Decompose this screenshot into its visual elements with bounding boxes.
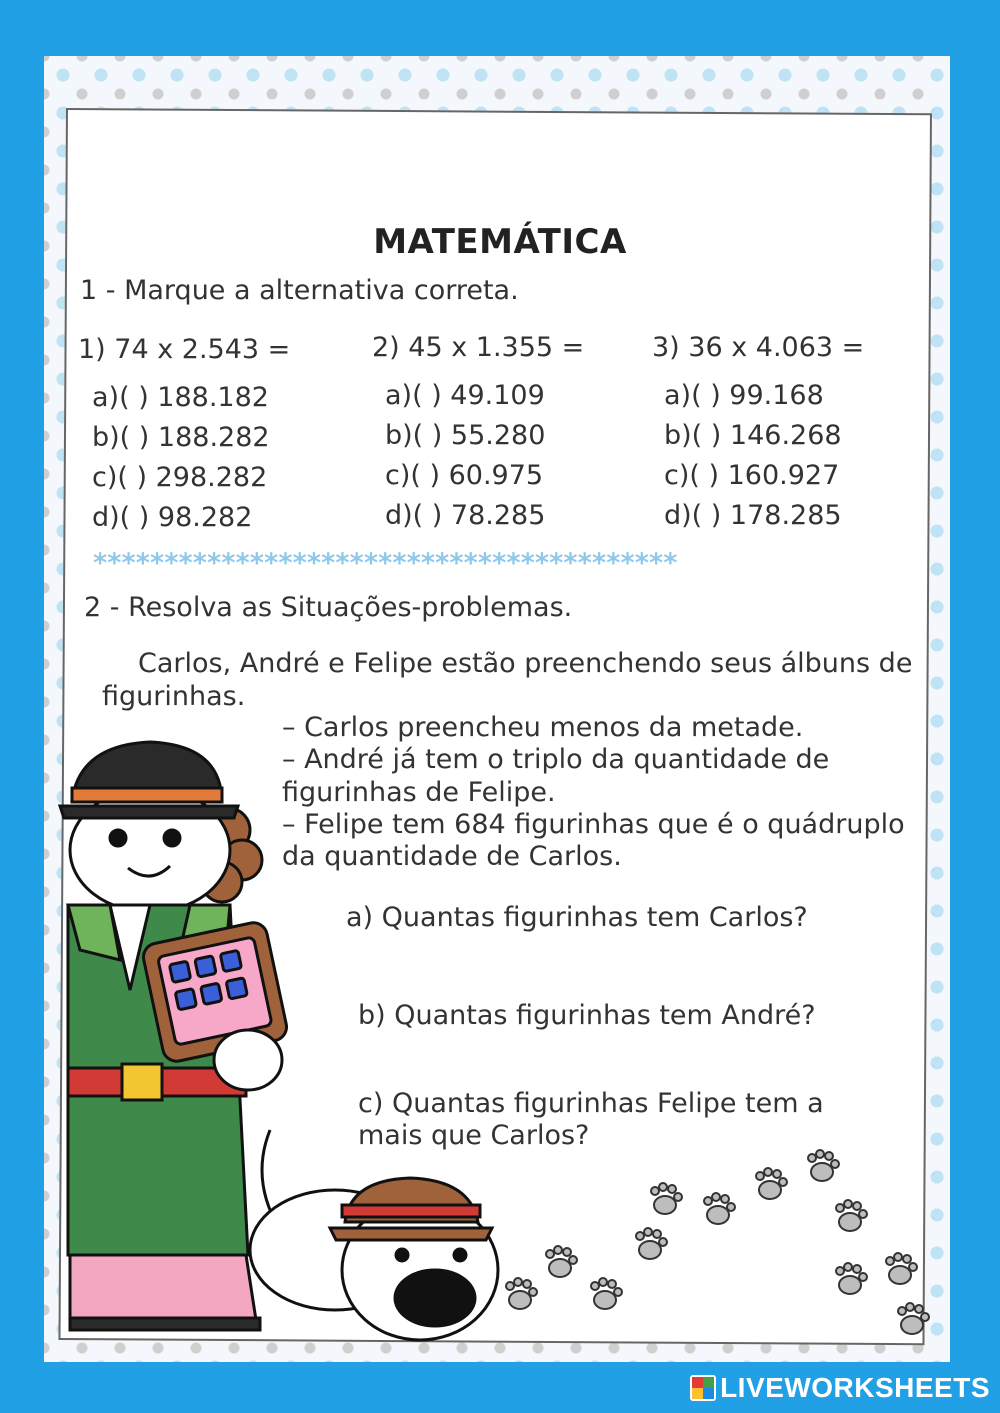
fact-andre-line2: figurinhas de Felipe. xyxy=(282,777,556,808)
problem-1-option-a[interactable]: a)( ) 188.182 xyxy=(92,382,269,413)
fact-andre-line1: – André já tem o triplo da quantidade de xyxy=(282,744,830,775)
footer-logo-text: LIVEWORKSHEETS xyxy=(720,1372,990,1403)
section1-prompt: 1 - Marque a alternativa correta. xyxy=(80,275,519,306)
problem-1-option-c[interactable]: c)( ) 298.282 xyxy=(92,462,268,493)
problem-3-label: 3) 36 x 4.063 = xyxy=(652,332,865,363)
fact-felipe-line2: da quantidade de Carlos. xyxy=(282,841,622,872)
problem-2-label: 2) 45 x 1.355 = xyxy=(372,332,585,363)
problem-1-label: 1) 74 x 2.543 = xyxy=(78,334,291,365)
question-a: a) Quantas figurinhas tem Carlos? xyxy=(346,902,808,933)
paw-prints-icon xyxy=(506,1150,929,1334)
intro-line-1: Carlos, André e Felipe estão preenchendo seus álbuns de xyxy=(138,648,913,679)
problem-3-option-b[interactable]: b)( ) 146.268 xyxy=(664,420,842,451)
problem-3-option-c[interactable]: c)( ) 160.927 xyxy=(664,460,840,491)
problem-2-option-a[interactable]: a)( ) 49.109 xyxy=(385,380,545,411)
dog-icon xyxy=(250,1130,498,1340)
page-title: MATEMÁTICA xyxy=(373,222,627,262)
question-c-line2: mais que Carlos? xyxy=(358,1120,590,1151)
problem-1-option-b[interactable]: b)( ) 188.282 xyxy=(92,422,270,453)
liveworksheets-logo-icon xyxy=(690,1375,716,1401)
problem-3-option-d[interactable]: d)( ) 178.285 xyxy=(664,500,842,531)
section2-prompt: 2 - Resolva as Situações-problemas. xyxy=(84,592,573,623)
problem-3-option-a[interactable]: a)( ) 99.168 xyxy=(664,380,824,411)
fact-carlos: – Carlos preencheu menos da metade. xyxy=(282,712,804,743)
fact-felipe-line1: – Felipe tem 684 figurinhas que é o quádruplo xyxy=(282,809,905,840)
question-c-line1: c) Quantas figurinhas Felipe tem a xyxy=(358,1088,824,1119)
star-divider: ***************************************** xyxy=(92,548,677,578)
question-b: b) Quantas figurinhas tem André? xyxy=(358,1000,816,1031)
problem-2-option-c[interactable]: c)( ) 60.975 xyxy=(385,460,544,491)
problem-1-option-d[interactable]: d)( ) 98.282 xyxy=(92,502,253,533)
problem-2-option-b[interactable]: b)( ) 55.280 xyxy=(385,420,546,451)
problem-2-option-d[interactable]: d)( ) 78.285 xyxy=(385,500,546,531)
footer-logo xyxy=(690,1371,990,1405)
intro-line-2: figurinhas. xyxy=(102,681,246,712)
